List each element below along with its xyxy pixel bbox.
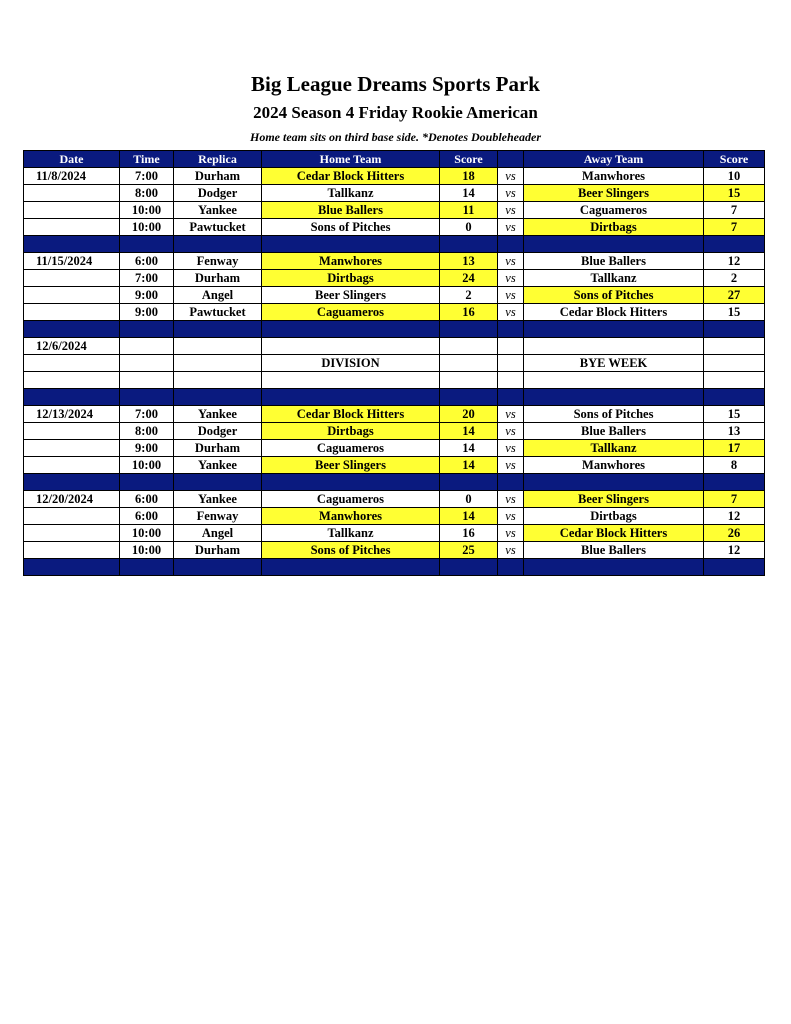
separator-cell <box>440 559 498 576</box>
home-team-cell: Cedar Block Hitters <box>262 406 440 423</box>
time-cell: 9:00 <box>120 440 174 457</box>
away-score-cell: 12 <box>704 508 765 525</box>
replica-cell: Fenway <box>174 508 262 525</box>
vs-cell: vs <box>498 253 524 270</box>
replica-cell: Durham <box>174 168 262 185</box>
vs-cell: vs <box>498 270 524 287</box>
vs-cell: vs <box>498 168 524 185</box>
separator-cell <box>524 559 704 576</box>
bye-week-row <box>24 338 765 355</box>
separator-cell <box>524 389 704 406</box>
home-team-cell: Caguameros <box>262 440 440 457</box>
separator-cell <box>24 236 120 253</box>
replica-cell: Yankee <box>174 491 262 508</box>
replica-cell <box>174 338 262 355</box>
game-row <box>24 406 765 423</box>
away-team-cell: Sons of Pitches <box>524 406 704 423</box>
home-team-cell: Dirtbags <box>262 423 440 440</box>
time-cell: 10:00 <box>120 542 174 559</box>
game-row <box>24 185 765 202</box>
time-cell: 7:00 <box>120 406 174 423</box>
vs-cell <box>498 372 524 389</box>
away-team-cell: Dirtbags <box>524 219 704 236</box>
col-header-vs <box>498 151 524 168</box>
home-team-cell: Sons of Pitches <box>262 542 440 559</box>
separator-cell <box>24 474 120 491</box>
col-header-home-team: Home Team <box>262 151 440 168</box>
date-cell: 11/15/2024 <box>24 253 120 270</box>
away-team-cell: Manwhores <box>524 457 704 474</box>
home-score-cell: 0 <box>440 491 498 508</box>
game-row <box>24 287 765 304</box>
col-header-home-score: Score <box>440 151 498 168</box>
home-score-cell: 14 <box>440 423 498 440</box>
time-cell: 8:00 <box>120 423 174 440</box>
away-team-cell: Blue Ballers <box>524 542 704 559</box>
separator-cell <box>120 389 174 406</box>
replica-cell: Pawtucket <box>174 304 262 321</box>
away-score-cell: 10 <box>704 168 765 185</box>
separator-cell <box>262 236 440 253</box>
separator-cell <box>262 559 440 576</box>
table-header-row <box>24 151 765 168</box>
separator-cell <box>262 389 440 406</box>
time-cell: 10:00 <box>120 219 174 236</box>
home-score-cell: 0 <box>440 219 498 236</box>
separator-cell <box>704 236 765 253</box>
col-header-away-team: Away Team <box>524 151 704 168</box>
home-score-cell <box>440 372 498 389</box>
replica-cell: Durham <box>174 542 262 559</box>
game-row <box>24 508 765 525</box>
game-row <box>24 219 765 236</box>
time-cell: 10:00 <box>120 457 174 474</box>
separator-cell <box>440 389 498 406</box>
home-team-cell: Caguameros <box>262 491 440 508</box>
home-team-cell: Beer Slingers <box>262 457 440 474</box>
game-row <box>24 525 765 542</box>
week-separator-row <box>24 236 765 253</box>
date-cell <box>24 372 120 389</box>
home-score-cell: 24 <box>440 270 498 287</box>
vs-cell: vs <box>498 287 524 304</box>
game-row <box>24 542 765 559</box>
separator-cell <box>174 236 262 253</box>
date-cell <box>24 270 120 287</box>
away-team-cell: Cedar Block Hitters <box>524 525 704 542</box>
replica-cell: Pawtucket <box>174 219 262 236</box>
date-cell <box>24 219 120 236</box>
schedule-table <box>23 150 765 576</box>
separator-cell <box>174 321 262 338</box>
date-cell <box>24 423 120 440</box>
date-cell <box>24 202 120 219</box>
separator-cell <box>24 389 120 406</box>
away-team-cell <box>524 372 704 389</box>
separator-cell <box>440 474 498 491</box>
date-cell <box>24 525 120 542</box>
away-score-cell: 7 <box>704 202 765 219</box>
separator-cell <box>498 321 524 338</box>
home-score-cell: 25 <box>440 542 498 559</box>
separator-cell <box>524 236 704 253</box>
date-cell <box>24 542 120 559</box>
home-score-cell <box>440 355 498 372</box>
separator-cell <box>262 474 440 491</box>
away-team-cell: Tallkanz <box>524 270 704 287</box>
date-cell: 12/6/2024 <box>24 338 120 355</box>
away-team-cell: Caguameros <box>524 202 704 219</box>
home-score-cell: 18 <box>440 168 498 185</box>
separator-cell <box>120 559 174 576</box>
home-team-cell: Tallkanz <box>262 185 440 202</box>
col-header-date: Date <box>24 151 120 168</box>
vs-cell: vs <box>498 525 524 542</box>
home-team-cell: Manwhores <box>262 253 440 270</box>
away-score-cell <box>704 355 765 372</box>
time-cell: 9:00 <box>120 304 174 321</box>
time-cell: 7:00 <box>120 168 174 185</box>
replica-cell: Dodger <box>174 423 262 440</box>
separator-cell <box>120 474 174 491</box>
vs-cell: vs <box>498 406 524 423</box>
game-row <box>24 491 765 508</box>
replica-cell <box>174 355 262 372</box>
home-team-cell: Sons of Pitches <box>262 219 440 236</box>
home-team-cell: DIVISION <box>262 355 440 372</box>
home-team-cell: Cedar Block Hitters <box>262 168 440 185</box>
away-team-cell: Beer Slingers <box>524 491 704 508</box>
away-team-cell <box>524 338 704 355</box>
away-team-cell: Beer Slingers <box>524 185 704 202</box>
vs-cell <box>498 355 524 372</box>
week-separator-row <box>24 321 765 338</box>
separator-cell <box>704 474 765 491</box>
separator-cell <box>704 389 765 406</box>
time-cell: 8:00 <box>120 185 174 202</box>
time-cell: 10:00 <box>120 525 174 542</box>
home-score-cell <box>440 338 498 355</box>
replica-cell: Durham <box>174 270 262 287</box>
week-separator-row <box>24 474 765 491</box>
separator-cell <box>524 321 704 338</box>
away-team-cell: Tallkanz <box>524 440 704 457</box>
away-score-cell: 26 <box>704 525 765 542</box>
home-team-cell: Caguameros <box>262 304 440 321</box>
time-cell <box>120 338 174 355</box>
date-cell: 11/8/2024 <box>24 168 120 185</box>
separator-cell <box>174 389 262 406</box>
time-cell: 7:00 <box>120 270 174 287</box>
away-team-cell: Blue Ballers <box>524 423 704 440</box>
separator-cell <box>120 321 174 338</box>
away-score-cell: 15 <box>704 304 765 321</box>
vs-cell: vs <box>498 440 524 457</box>
date-cell: 12/20/2024 <box>24 491 120 508</box>
away-score-cell: 17 <box>704 440 765 457</box>
home-team-cell <box>262 338 440 355</box>
vs-cell <box>498 338 524 355</box>
away-score-cell: 2 <box>704 270 765 287</box>
date-cell <box>24 508 120 525</box>
time-cell <box>120 355 174 372</box>
away-score-cell: 12 <box>704 253 765 270</box>
home-team-cell <box>262 372 440 389</box>
away-score-cell <box>704 338 765 355</box>
home-score-cell: 14 <box>440 457 498 474</box>
date-cell: 12/13/2024 <box>24 406 120 423</box>
separator-cell <box>498 474 524 491</box>
home-score-cell: 2 <box>440 287 498 304</box>
date-cell <box>24 457 120 474</box>
replica-cell: Angel <box>174 525 262 542</box>
away-score-cell: 8 <box>704 457 765 474</box>
separator-cell <box>498 559 524 576</box>
time-cell: 6:00 <box>120 491 174 508</box>
time-cell: 9:00 <box>120 287 174 304</box>
time-cell: 6:00 <box>120 508 174 525</box>
date-cell <box>24 185 120 202</box>
separator-cell <box>24 321 120 338</box>
date-cell <box>24 440 120 457</box>
separator-cell <box>262 321 440 338</box>
game-row <box>24 457 765 474</box>
away-score-cell: 27 <box>704 287 765 304</box>
page-title: Big League Dreams Sports Park <box>251 72 540 96</box>
vs-cell: vs <box>498 185 524 202</box>
date-cell <box>24 304 120 321</box>
home-score-cell: 14 <box>440 440 498 457</box>
game-row <box>24 423 765 440</box>
replica-cell: Yankee <box>174 202 262 219</box>
time-cell: 10:00 <box>120 202 174 219</box>
away-score-cell: 7 <box>704 219 765 236</box>
home-team-cell: Dirtbags <box>262 270 440 287</box>
separator-cell <box>440 321 498 338</box>
separator-cell <box>524 474 704 491</box>
replica-cell: Fenway <box>174 253 262 270</box>
vs-cell: vs <box>498 508 524 525</box>
separator-cell <box>174 559 262 576</box>
vs-cell: vs <box>498 304 524 321</box>
time-cell: 6:00 <box>120 253 174 270</box>
game-row <box>24 270 765 287</box>
away-team-cell: Blue Ballers <box>524 253 704 270</box>
vs-cell: vs <box>498 219 524 236</box>
replica-cell <box>174 372 262 389</box>
separator-cell <box>704 559 765 576</box>
vs-cell: vs <box>498 491 524 508</box>
away-team-cell: Cedar Block Hitters <box>524 304 704 321</box>
game-row <box>24 168 765 185</box>
replica-cell: Dodger <box>174 185 262 202</box>
separator-cell <box>704 321 765 338</box>
away-score-cell: 15 <box>704 185 765 202</box>
away-team-cell: Sons of Pitches <box>524 287 704 304</box>
separator-cell <box>24 559 120 576</box>
away-team-cell: BYE WEEK <box>524 355 704 372</box>
vs-cell: vs <box>498 202 524 219</box>
time-cell <box>120 372 174 389</box>
separator-cell <box>440 236 498 253</box>
replica-cell: Angel <box>174 287 262 304</box>
home-score-cell: 16 <box>440 525 498 542</box>
game-row <box>24 304 765 321</box>
home-score-cell: 16 <box>440 304 498 321</box>
vs-cell: vs <box>498 542 524 559</box>
separator-cell <box>498 389 524 406</box>
away-score-cell: 13 <box>704 423 765 440</box>
replica-cell: Yankee <box>174 457 262 474</box>
home-team-cell: Blue Ballers <box>262 202 440 219</box>
vs-cell: vs <box>498 423 524 440</box>
game-row <box>24 440 765 457</box>
bye-week-row <box>24 372 765 389</box>
game-row <box>24 253 765 270</box>
col-header-away-score: Score <box>704 151 765 168</box>
home-team-cell: Beer Slingers <box>262 287 440 304</box>
home-score-cell: 14 <box>440 508 498 525</box>
home-team-cell: Manwhores <box>262 508 440 525</box>
separator-cell <box>498 236 524 253</box>
replica-cell: Durham <box>174 440 262 457</box>
home-team-cell: Tallkanz <box>262 525 440 542</box>
vs-cell: vs <box>498 457 524 474</box>
bye-week-row <box>24 355 765 372</box>
away-score-cell <box>704 372 765 389</box>
date-cell <box>24 287 120 304</box>
separator-cell <box>174 474 262 491</box>
page-subtitle: 2024 Season 4 Friday Rookie American <box>253 103 538 122</box>
home-score-cell: 13 <box>440 253 498 270</box>
replica-cell: Yankee <box>174 406 262 423</box>
home-score-cell: 11 <box>440 202 498 219</box>
date-cell <box>24 355 120 372</box>
col-header-replica: Replica <box>174 151 262 168</box>
week-separator-row <box>24 559 765 576</box>
schedule-note: Home team sits on third base side. *Denotes Doubleheader <box>250 130 541 144</box>
away-score-cell: 12 <box>704 542 765 559</box>
away-team-cell: Manwhores <box>524 168 704 185</box>
away-score-cell: 15 <box>704 406 765 423</box>
away-score-cell: 7 <box>704 491 765 508</box>
separator-cell <box>120 236 174 253</box>
away-team-cell: Dirtbags <box>524 508 704 525</box>
home-score-cell: 20 <box>440 406 498 423</box>
week-separator-row <box>24 389 765 406</box>
game-row <box>24 202 765 219</box>
home-score-cell: 14 <box>440 185 498 202</box>
col-header-time: Time <box>120 151 174 168</box>
